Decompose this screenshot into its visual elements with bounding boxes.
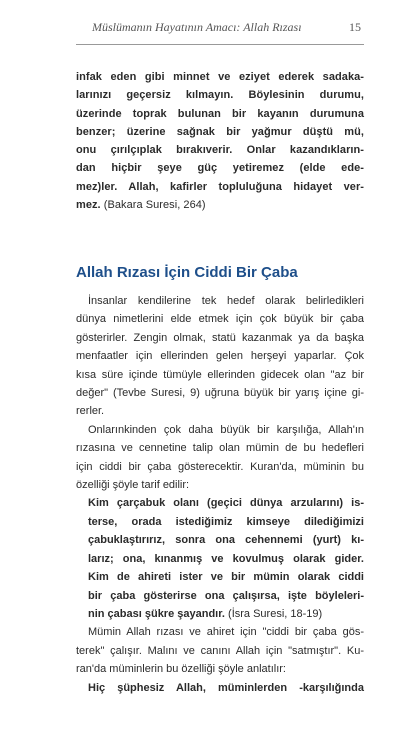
- paragraph-line: özelliği şöyle tarif edilir:: [76, 479, 190, 492]
- quote-line: larız; ona, kınanmış ve kovulmuş olarak gider.: [88, 552, 364, 565]
- quote-last-bold: mez.: [76, 199, 101, 212]
- quote-line: Kim de ahireti ister ve bir mümin olarak ciddi: [88, 571, 364, 584]
- quote-line: benzer; üzerine sağnak bir yağmur düştü mü,: [76, 125, 364, 138]
- quote-line: üzerinde toprak bulunan bir kayanın durumuna: [76, 107, 364, 120]
- top-quote: [76, 68, 364, 214]
- paragraph-line: rerler.: [76, 405, 105, 418]
- paragraph-line: ran'da müminlerin bu özelliği şöyle anlatılır:: [76, 663, 286, 676]
- quote-line: Hiç şüphesiz Allah, müminlerden -karşılığında: [88, 681, 364, 694]
- running-header: [0, 20, 408, 40]
- paragraph-line: değer" (Tevbe Suresi, 9) uğruna büyük bir yarış içine gi-: [76, 387, 364, 400]
- quote-line: dan hiçbir şeye güç yetiremez (elde ede-: [76, 162, 364, 175]
- paragraph-line: rızasına ve cennetine talip olan mümin de bu hedefleri: [76, 442, 364, 455]
- quote-last-line: [76, 605, 364, 623]
- quote-line: terse, orada istediğimiz kimseye dilediğimizi: [88, 515, 364, 528]
- paragraph-line: gösterirler. Zengin olmak, statü kazanmak ya da başka: [76, 331, 364, 344]
- quote-line: Kim çarçabuk olanı (geçici dünya arzularını) is-: [88, 497, 364, 510]
- page-number: 15: [349, 20, 361, 34]
- paragraph-line: Mümin Allah rızası ve ahiret için "ciddi bir çaba gös-: [88, 626, 364, 639]
- paragraph-line: İnsanlar kendilerine tek hedef olarak belirledikleri: [88, 295, 364, 307]
- section-title: Allah Rızası İçin Ciddi Bir Çaba: [76, 264, 298, 281]
- body-text: [76, 292, 364, 697]
- quote-last-line: [76, 196, 364, 214]
- quote-reference: (İsra Suresi, 18-19): [224, 607, 323, 620]
- paragraph-line: Onlarınkinden çok daha büyük bir karşılığa, Allah'ın: [88, 423, 364, 436]
- quote-reference: (Bakara Suresi, 264): [100, 199, 206, 212]
- paragraph-line: kısa süre içinde tümüyle ellerinden gidecek olan "az bir: [76, 368, 364, 381]
- header-divider: [76, 44, 364, 45]
- quote-last-bold: nin çabası şükre şayandır.: [88, 607, 225, 620]
- quote-line: bir çaba gösterirse ona çalışırsa, işte böyleleri-: [88, 589, 364, 602]
- quote-line: onu çırılçıplak bırakıverir. Onlar kazandıkların-: [76, 144, 364, 157]
- paragraph-line: terek" çalışır. Malını ve canını Allah için "satmıştır". Ku-: [76, 644, 364, 657]
- quote-line: infak eden gibi minnet ve eziyet ederek sadaka-: [76, 71, 364, 83]
- paragraph-line: menfaatler için ellerinden gelen herşeyi yaparlar. Çok: [76, 350, 364, 363]
- quote-line: larınızı geçersiz kılmayın. Böylesinin durumu,: [76, 89, 364, 102]
- quote-line: çabuklaştırırız, sonra ona cehennemi (yurt) kı-: [88, 534, 364, 547]
- paragraph-line: için ciddi bir çaba gösterecektir. Kuran'da, müminin bu: [76, 460, 364, 473]
- running-title: Müslümanın Hayatının Amacı: Allah Rızası: [92, 20, 302, 34]
- paragraph-line: dünya nimetlerini elde etmek için çok büyük bir çaba: [76, 313, 364, 326]
- quote-line: mez)ler. Allah, kafirler topluluğuna hidayet ver-: [76, 180, 364, 193]
